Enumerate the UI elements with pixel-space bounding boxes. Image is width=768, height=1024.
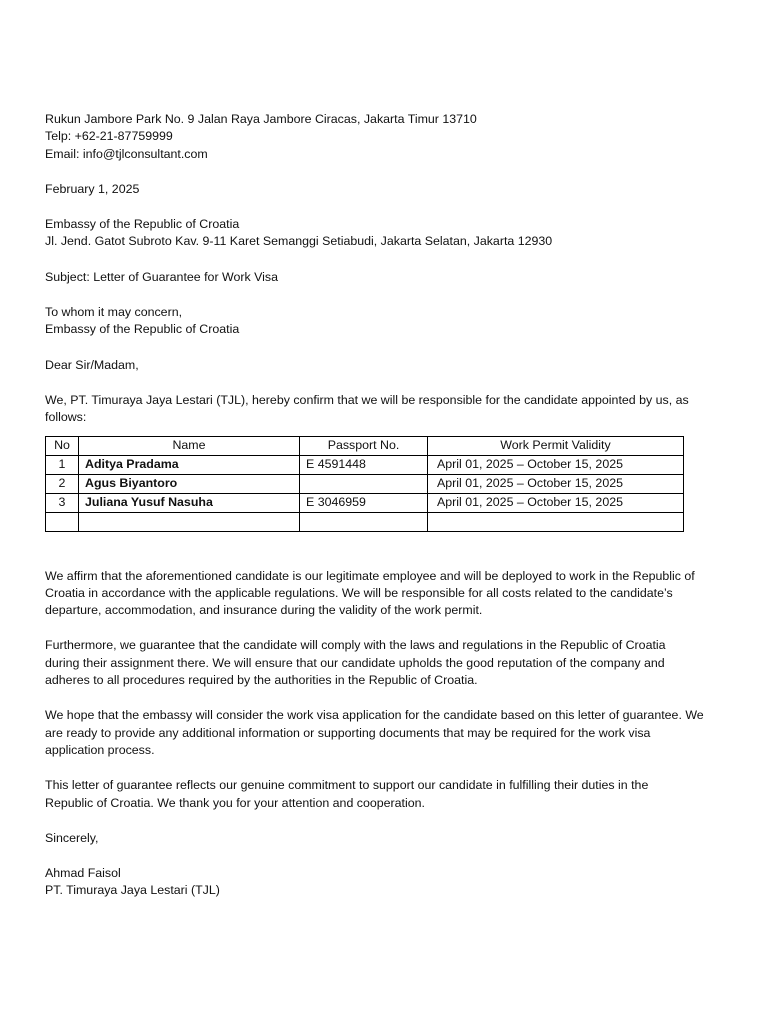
cell-name — [79, 512, 300, 531]
recipient-address: Jl. Jend. Gatot Subroto Kav. 9-11 Karet Semanggi Setiabudi, Jakarta Selatan, Jakarta 12930 — [45, 234, 553, 249]
signature-block — [45, 865, 725, 900]
paragraph-line: Croatia in accordance with the applicable regulations. We will be responsible for all costs related to the candidate’s — [45, 585, 673, 600]
paragraph-line: during their assignment there. We will ensure that our candidate upholds the good reputation of the company and — [45, 655, 665, 670]
recipient-block — [45, 216, 725, 251]
cell-passport: E 3046959 — [300, 493, 428, 512]
cell-validity: April 01, 2025 – October 15, 2025 — [428, 455, 684, 474]
paragraph-guarantee — [45, 637, 725, 689]
paragraph-line: adheres to all procedures required by the authorities in the Republic of Croatia. — [45, 673, 478, 688]
closing: Sincerely, — [45, 830, 99, 845]
table-row — [46, 455, 684, 474]
letter-date: February 1, 2025 — [45, 181, 140, 196]
table-row — [46, 493, 684, 512]
signatory-name: Ahmad Faisol — [45, 866, 121, 881]
cell-no: 3 — [46, 493, 79, 512]
cell-validity — [428, 512, 684, 531]
header-name: Name — [79, 436, 300, 455]
paragraph-line: This letter of guarantee reflects our genuine commitment to support our candidate in fulfilling their duties in the — [45, 778, 649, 793]
paragraph-line: are ready to provide any additional information or supporting documents that may be required for the work visa — [45, 725, 651, 740]
intro-paragraph — [45, 392, 725, 427]
intro-line: We, PT. Timuraya Jaya Lestari (TJL), hereby confirm that we will be responsible for the candidate appointed by us, as — [45, 392, 689, 407]
salutation: Dear Sir/Madam, — [45, 357, 139, 372]
cell-no: 2 — [46, 474, 79, 493]
recipient-name: Embassy of the Republic of Croatia — [45, 217, 240, 232]
to-whom-embassy: Embassy of the Republic of Croatia — [45, 322, 240, 337]
paragraph-line: Furthermore, we guarantee that the candidate will comply with the laws and regulations in the Republic of Croatia — [45, 638, 666, 653]
sender-email: Email: info@tjlconsultant.com — [45, 146, 208, 161]
header-no: No — [46, 436, 79, 455]
cell-passport: E 4591448 — [300, 455, 428, 474]
paragraph-line: Republic of Croatia. We thank you for your attention and cooperation. — [45, 795, 425, 810]
paragraph-line: We affirm that the aforementioned candidate is our legitimate employee and will be deployed to work in the Republic of — [45, 568, 695, 583]
cell-name: Agus Biyantoro — [79, 474, 300, 493]
paragraph-hope — [45, 707, 725, 759]
table-header-row — [46, 436, 684, 455]
to-whom-line: To whom it may concern, — [45, 305, 183, 320]
sender-address: Rukun Jambore Park No. 9 Jalan Raya Jambore Ciracas, Jakarta Timur 13710 — [45, 112, 477, 126]
header-validity: Work Permit Validity — [428, 436, 684, 455]
cell-validity: April 01, 2025 – October 15, 2025 — [428, 474, 684, 493]
cell-name: Aditya Pradama — [79, 455, 300, 474]
signatory-company: PT. Timuraya Jaya Lestari (TJL) — [45, 883, 220, 898]
paragraph-affirm — [45, 568, 725, 620]
paragraph-line: application process. — [45, 742, 155, 757]
cell-validity: April 01, 2025 – October 15, 2025 — [428, 493, 684, 512]
cell-name: Juliana Yusuf Nasuha — [79, 493, 300, 512]
to-whom-block — [45, 304, 725, 339]
paragraph-line: We hope that the embassy will consider the work visa application for the candidate based on this letter of guarantee. We — [45, 708, 704, 723]
sender-phone: Telp: +62-21-87759999 — [45, 129, 173, 144]
header-passport: Passport No. — [300, 436, 428, 455]
intro-line: follows: — [45, 410, 87, 425]
sender-block — [45, 111, 725, 163]
table-row-empty — [46, 512, 684, 531]
paragraph-line: departure, accommodation, and insurance during the validity of the work permit. — [45, 603, 483, 618]
cell-no: 1 — [46, 455, 79, 474]
cell-passport — [300, 512, 428, 531]
letter-subject: Subject: Letter of Guarantee for Work Visa — [45, 269, 279, 284]
candidate-table — [45, 436, 684, 532]
paragraph-commitment — [45, 777, 725, 812]
letter-page — [45, 111, 725, 900]
cell-passport — [300, 474, 428, 493]
cell-no — [46, 512, 79, 531]
table-row — [46, 474, 684, 493]
